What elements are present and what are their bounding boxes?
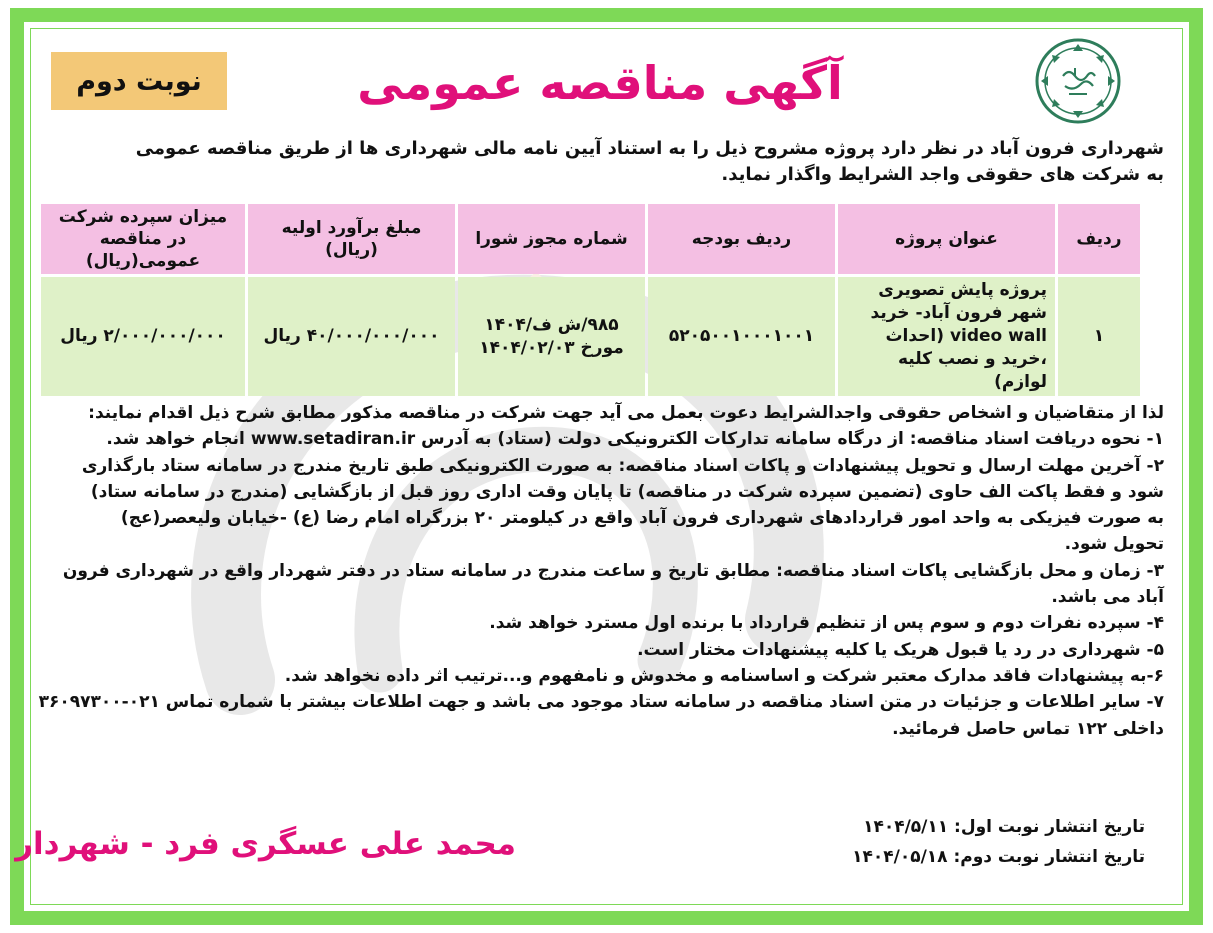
text-line: ۱- نحوه دریافت اسناد مناقصه: از درگاه سامانه تدارکات الکترونیکی دولت (ستاد) به آدرس www.setadiran.ir انجام خواهد شد. — [106, 429, 1164, 450]
intro-paragraph — [44, 136, 1164, 188]
text-line: ۴- سپرده نفرات دوم و سوم پس از تنظیم قرارداد با برنده اول مسترد خواهد شد. — [489, 613, 1164, 634]
publication-dates — [790, 812, 1145, 872]
cell-project-title: پروژه پایش تصویری شهر فرون آباد- خرید video wall (احداث ،خرید و نصب کلیه لوازم) — [838, 277, 1055, 396]
table-header-row — [41, 204, 1140, 274]
header-estimate: مبلغ برآورد اولیه (ریال) — [248, 204, 455, 274]
header-project-title: عنوان پروژه — [838, 204, 1055, 274]
intro-line: شهرداری فرون آباد در نظر دارد پروژه مشروح ذیل را به استناد آیین نامه مالی شهرداری ها از طریق مناقصه عمومی — [135, 138, 1164, 159]
text-line: لذا از متقاضیان و اشخاص حقوقی واجدالشرایط دعوت بعمل می آید جهت شرکت در مناقصه مذکور مطابق شرح ذیل اقدام نمایند: — [88, 403, 1164, 423]
table-row — [41, 277, 1140, 396]
cell-estimate: ۴۰/۰۰۰/۰۰۰/۰۰۰ ریال — [248, 277, 455, 396]
conditions-text — [38, 400, 1164, 742]
header-budget-row: ردیف بودجه — [648, 204, 835, 274]
project-table — [38, 201, 1143, 399]
cell-budget-row: ۵۲۰۵۰۰۱۰۰۰۱۰۰۱ — [648, 277, 835, 396]
cell-council-permit — [458, 277, 645, 396]
council-permit-date: مورخ ۱۴۰۴/۰۲/۰۳ — [479, 337, 624, 358]
text-line: به صورت فیزیکی به واحد امور قراردادهای شهرداری فرون آباد واقع در کیلومتر ۲۰ بزرگراه امام رضا (ع) -خیابان ولیعصر(عج) — [120, 508, 1164, 529]
text-line: ۶-به پیشنهادات فاقد مدارک معتبر شرکت و اساسنامه و مخدوش و نامفهوم و...ترتیب اثر داده نخواهد شد. — [284, 665, 1164, 686]
intro-line: به شرکت های حقوقی واجد الشرایط واگذار نماید. — [721, 164, 1164, 185]
round-badge: نوبت دوم — [51, 52, 227, 110]
text-line: آباد می باشد. — [1051, 587, 1164, 608]
text-line: شود و فقط پاکت الف حاوی (تضمین سپرده شرکت در مناقصه) تا پایان وقت اداری روز قبل از بازگشایی (مندرج در سامانه ستاد) — [90, 481, 1164, 502]
mayor-signature: محمد علی عسگری فرد - شهردار — [15, 826, 516, 862]
council-permit-number: ۹۸۵/ش ف/۱۴۰۴ — [484, 314, 619, 335]
header-row-number: ردیف — [1058, 204, 1140, 274]
page-title: آگهی مناقصه عمومی — [357, 56, 843, 110]
second-publication-date: تاریخ انتشار نوبت دوم: ۱۴۰۴/۰۵/۱۸ — [852, 847, 1145, 867]
municipality-emblem — [1035, 38, 1121, 124]
cell-deposit: ۲/۰۰۰/۰۰۰/۰۰۰ ریال — [41, 277, 245, 396]
header-council-permit: شماره مجوز شورا — [458, 204, 645, 274]
text-line: تحویل شود. — [1064, 534, 1164, 555]
first-publication-date: تاریخ انتشار نوبت اول: ۱۴۰۴/۵/۱۱ — [863, 817, 1145, 837]
text-line: ۳- زمان و محل بازگشایی پاکات اسناد مناقصه: مطابق تاریخ و ساعت مندرج در سامانه ستاد در دفتر شهردار واقع در شهرداری فرون — [62, 560, 1164, 581]
text-line: ۷- سایر اطلاعات و جزئیات در متن اسناد مناقصه در سامانه ستاد موجود می باشد و جهت اطلاعات بیشتر با شماره تماس ۰۲۱-۳۶۰۹۷۳۰۰ — [38, 692, 1164, 713]
text-line: ۵- شهرداری در رد یا قبول هریک یا کلیه پیشنهادات مختار است. — [637, 639, 1164, 660]
text-line: داخلی ۱۲۲ تماس حاصل فرمائید. — [892, 718, 1164, 739]
text-line: ۲- آخرین مهلت ارسال و تحویل پیشنهادات و پاکات اسناد مناقصه: به صورت الکترونیکی طبق تاریخ مندرج در سامانه ستاد بارگذاری — [81, 455, 1164, 476]
header-deposit: میزان سپرده شرکت در مناقصه عمومی(ریال) — [41, 204, 245, 274]
cell-row-number: ۱ — [1058, 277, 1140, 396]
